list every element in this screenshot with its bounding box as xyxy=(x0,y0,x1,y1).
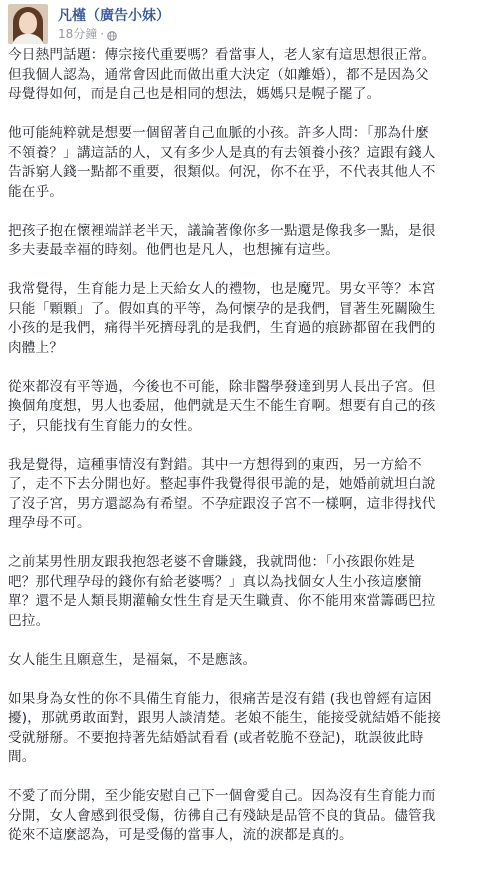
post-content xyxy=(8,46,486,865)
author-name[interactable]: 凡槿（廣告小妹） xyxy=(58,7,170,24)
post-header xyxy=(8,2,170,46)
post-paragraph: 之前某男性朋友跟我抱怨老婆不會賺錢，我就問他：「小孩跟你姓是 吧？那代理孕母的錢你有給老婆嗎？」真以為找個女人生小孩這麼簡 單？還不是人類長期灌輸女性生育是天生職責、你不能用來當籌碼巴拉 巴拉。 xyxy=(8,554,436,629)
globe-icon[interactable] xyxy=(107,29,117,39)
post-paragraph: 不愛了而分開，至少能安慰自己下一個會愛自己。因為沒有生育能力而 分開，女人會感到很受傷，彷彿自己有殘缺是品管不良的貨品。儘管我 從來不這麼認為，可是受傷的當事人，流的淚都是真的。 xyxy=(8,788,436,843)
post-paragraph: 女人能生且願意生，是福氣，不是應該。 xyxy=(8,651,257,668)
post-meta xyxy=(58,7,170,42)
post-paragraph: 今日熱門話題：傳宗接代重要嗎？看當事人，老人家有這思想很正常。 但我個人認為，通常會因此而做出重大決定（如離婚），都不是因為父 母覺得如何，而是自己也是相同的想法，媽媽只是幌子罷了。 xyxy=(8,47,436,102)
avatar[interactable] xyxy=(8,4,48,44)
post-paragraph: 從來都沒有平等過，今後也不可能，除非醫學發達到男人長出子宮。但 換個角度想，男人也委屈，他們就是天生不能生育啊。想要有自己的孩 子，只能找有生育能力的女性。 xyxy=(8,378,436,434)
post-paragraph: 我常覺得，生育能力是上天給女人的禮物，也是魔咒。男女平等？本宮 只能「顆顆」了。假如真的平等，為何懷孕的是我們，冒著生死關險生 小孩的是我們，痛得半死擠母乳的是我們，生育過的痕跡都留在我們的 肉體上？ xyxy=(8,281,436,356)
post-paragraph: 把孩子抱在懷裡端詳老半天，議論著像你多一點還是像我多一點，是很 多夫妻最幸福的時刻。他們也是凡人，也想擁有這些。 xyxy=(8,222,436,258)
avatar-face xyxy=(19,12,37,34)
post-timestamp[interactable]: 18分鐘 xyxy=(58,26,98,41)
post-paragraph: 如果身為女性的你不具備生育能力，很痛苦是沒有錯 (我也曾經有這困 擾)，那就勇敢面對，跟男人談清楚。老娘不能生，能接受就結婚不能接 受就掰掰。不要抱持著先結婚試看看 (或者乾脆不登記)，耽誤彼此時 間。 xyxy=(8,690,442,765)
post-timeline xyxy=(58,26,170,42)
post-paragraph: 他可能純粹就是想要一個留著自己血脈的小孩。許多人問：「那為什麼 不領養？」講這話的人，又有多少人是真的有去領養小孩？這跟有錢人 告訴窮人錢一點都不重要，很類似。何況，你不在乎，不代表其他人不 能在乎。 xyxy=(8,125,436,200)
separator-dot: · xyxy=(100,26,105,41)
post-paragraph: 我是覺得，這種事情沒有對錯。其中一方想得到的東西，另一方給不 了，走不下去分開也好。整起事件我覺得很弔詭的是，她婚前就坦白說 了沒子宮，男方還認為有希望。不孕症跟沒子宮不一樣啊，這非得找代 理孕母不可。 xyxy=(8,456,436,531)
